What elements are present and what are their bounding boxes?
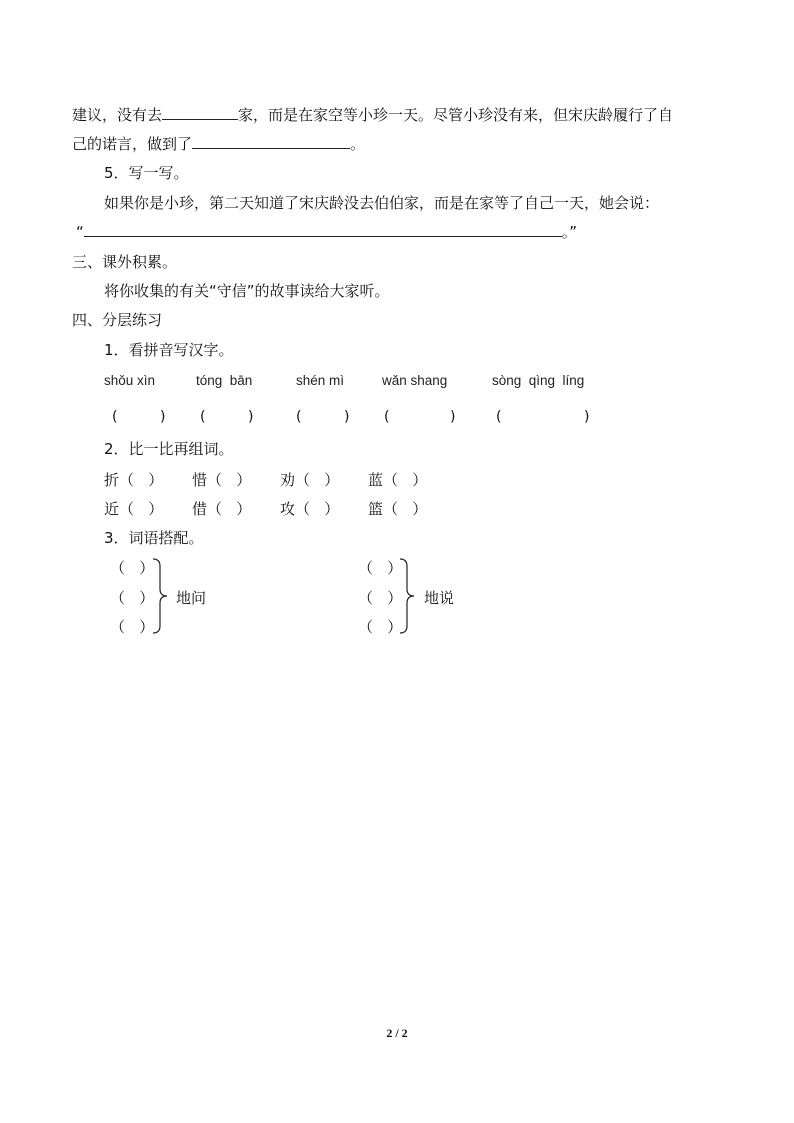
match-blank[interactable]: （ ） xyxy=(110,559,155,577)
blank-line xyxy=(162,105,238,120)
pinyin-item: shén mì xyxy=(296,373,345,388)
answer-blank xyxy=(84,222,562,237)
pinyin-item: tóng bān xyxy=(196,373,253,388)
section-3-text: 将你收集的有关“守信”的故事读给大家听。 xyxy=(104,282,390,300)
match-blank[interactable]: （ ） xyxy=(110,589,155,607)
text-segment: 建议，没有去 xyxy=(72,106,163,124)
compare-item: 攻（ ） xyxy=(280,500,340,518)
match-blank[interactable]: （ ） xyxy=(358,559,403,577)
text-segment: 家，而是在家空等小珍一天。尽管小珍没有来，但宋庆龄履行了自 xyxy=(238,106,674,124)
right-brace-icon xyxy=(397,557,421,635)
compare-item: 蓝（ ） xyxy=(368,471,428,489)
question-5-prompt: 如果你是小珍，第二天知道了宋庆龄没去伯伯家，而是在家等了自己一天，她会说： xyxy=(104,194,660,212)
match-label-right: 地说 xyxy=(424,589,455,607)
right-brace-icon xyxy=(150,557,174,635)
pinyin-item: sòng qìng líng xyxy=(492,373,585,388)
pinyin-item: wǎn shang xyxy=(382,373,448,388)
section-3-title: 三、课外积累。 xyxy=(72,253,178,271)
page-number: 2 / 2 xyxy=(386,1026,408,1040)
pinyin-item: shǒu xìn xyxy=(104,373,156,388)
text-segment: 。 xyxy=(350,135,366,153)
compare-item: 篮（ ） xyxy=(368,500,428,518)
question-2-title: 2．比一比再组词。 xyxy=(104,440,234,458)
match-label-left: 地问 xyxy=(176,589,207,607)
open-quote: “ xyxy=(76,223,84,241)
question-1-title: 1．看拼音写汉字。 xyxy=(104,341,234,359)
match-blank[interactable]: （ ） xyxy=(358,618,403,636)
text-segment: 己的诺言，做到了 xyxy=(72,135,193,153)
text-line-1 xyxy=(72,105,673,125)
question-3-title: 3．词语搭配。 xyxy=(104,529,204,547)
question-5-answer-line xyxy=(76,222,577,242)
match-blank[interactable]: （ ） xyxy=(358,589,403,607)
match-blank[interactable]: （ ） xyxy=(110,618,155,636)
close-quote: 。” xyxy=(561,223,578,241)
section-4-title: 四、分层练习 xyxy=(72,311,163,329)
compare-item: 近（ ） xyxy=(104,500,164,518)
compare-item: 折（ ） xyxy=(104,471,164,489)
compare-item: 劝（ ） xyxy=(280,471,340,489)
blank-line xyxy=(192,134,350,149)
compare-item: 惜（ ） xyxy=(192,471,252,489)
compare-item: 借（ ） xyxy=(192,500,252,518)
question-5-title: 5．写一写。 xyxy=(104,164,189,182)
text-line-2 xyxy=(72,134,365,154)
